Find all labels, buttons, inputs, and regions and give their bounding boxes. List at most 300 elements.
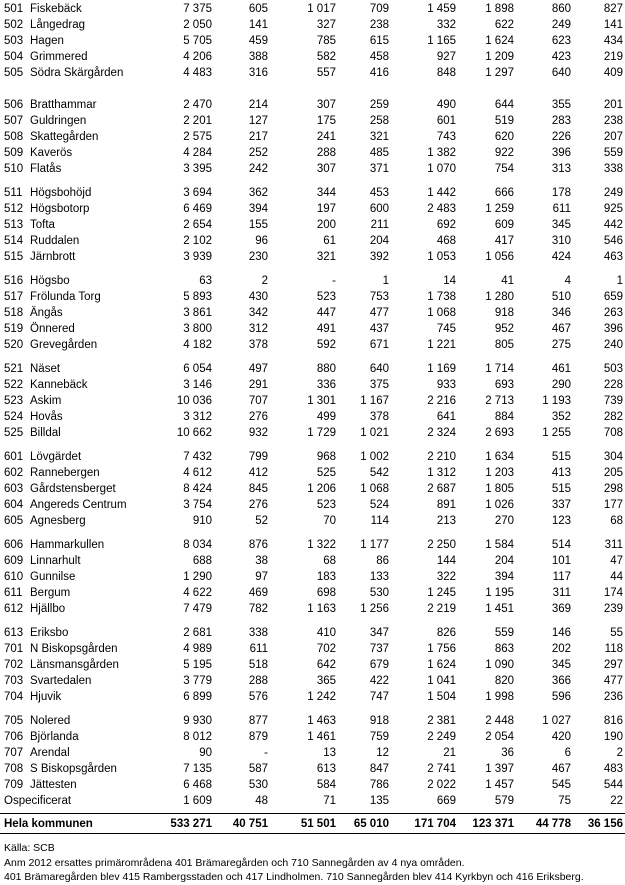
table-cell: 183: [316, 571, 336, 583]
table-cell: 519: [494, 115, 514, 127]
table-cell: 1 457: [485, 779, 514, 791]
table-cell: 174: [603, 587, 623, 599]
area-code: 707: [4, 747, 24, 759]
table-cell: 1 738: [427, 291, 456, 303]
table-cell: 316: [248, 67, 268, 79]
table-row: [0, 305, 625, 321]
area-code: 513: [4, 219, 24, 231]
table-cell: 321: [369, 131, 389, 143]
table-cell: 4 622: [183, 587, 212, 599]
total-row: [0, 816, 625, 832]
area-name: Billdal: [30, 427, 61, 439]
table-cell: 698: [316, 587, 336, 599]
area-name: Grevegården: [30, 339, 98, 351]
area-name: Näset: [30, 363, 61, 375]
table-row: [0, 113, 625, 129]
table-cell: 745: [436, 323, 456, 335]
table-cell: 816: [603, 715, 623, 727]
table-cell: 236: [603, 691, 623, 703]
area-code: 706: [4, 731, 24, 743]
table-cell: 117: [552, 571, 571, 583]
table-cell: 2 681: [183, 627, 212, 639]
area-name: Skattegården: [30, 131, 99, 143]
table-cell: 600: [369, 203, 389, 215]
table-cell: 1 195: [485, 587, 514, 599]
total-cell: 65 010: [353, 818, 389, 830]
area-code: 602: [4, 467, 24, 479]
table-cell: 559: [603, 147, 623, 159]
area-name: Gunnilse: [30, 571, 76, 583]
table-row: [0, 465, 625, 481]
table-cell: 1 301: [307, 395, 336, 407]
table-cell: 346: [551, 307, 571, 319]
table-cell: 2 381: [427, 715, 456, 727]
table-cell: 1 002: [360, 451, 389, 463]
table-cell: 514: [551, 539, 571, 551]
unspecified-label: Ospecificerat: [4, 795, 72, 807]
table-cell: 1 203: [485, 467, 514, 479]
table-cell: 336: [316, 379, 336, 391]
table-cell: 786: [369, 779, 389, 791]
area-name: Angereds Centrum: [30, 499, 127, 511]
table-row: [0, 273, 625, 289]
table-cell: 709: [369, 3, 389, 15]
table-cell: 877: [248, 715, 268, 727]
area-code: 501: [4, 3, 24, 15]
table-cell: 545: [551, 779, 571, 791]
table-cell: 799: [248, 451, 268, 463]
total-cell: 51 501: [300, 818, 336, 830]
area-code: 507: [4, 115, 24, 127]
area-code: 503: [4, 35, 24, 47]
table-cell: 312: [248, 323, 268, 335]
table-cell: 623: [551, 35, 571, 47]
table-cell: 337: [551, 499, 571, 511]
table-cell: 546: [603, 235, 623, 247]
table-row: [0, 425, 625, 441]
table-cell: 338: [603, 163, 623, 175]
area-name: Önnered: [30, 323, 75, 335]
area-code: 511: [4, 187, 23, 199]
table-cell: 123: [551, 515, 571, 527]
table-cell: 205: [603, 467, 623, 479]
table-cell: 190: [603, 731, 623, 743]
table-cell: 559: [494, 627, 514, 639]
table-cell: 298: [603, 483, 623, 495]
table-row: [0, 201, 625, 217]
area-name: Gårdstensberget: [30, 483, 116, 495]
table-cell: 249: [603, 187, 623, 199]
table-cell: 468: [436, 235, 456, 247]
table-cell: 922: [494, 147, 514, 159]
table-cell: 297: [603, 659, 623, 671]
table-cell: 228: [603, 379, 623, 391]
table-cell: 671: [369, 339, 389, 351]
table-cell: 204: [494, 555, 514, 567]
table-row: [0, 217, 625, 233]
table-cell: 258: [369, 115, 389, 127]
table-cell: 304: [603, 451, 623, 463]
table-cell: 344: [316, 187, 336, 199]
total-cell: 171 704: [414, 818, 456, 830]
table-cell: 68: [323, 555, 336, 567]
source-note: Källa: SCB: [4, 842, 55, 854]
total-cell: 36 156: [587, 818, 623, 830]
table-cell: 252: [248, 147, 268, 159]
table-cell: 1 206: [307, 483, 336, 495]
table-cell: 1 322: [307, 539, 336, 551]
table-cell: 2 483: [427, 203, 456, 215]
table-cell: 9 930: [183, 715, 212, 727]
area-code: 509: [4, 147, 24, 159]
table-cell: 1 259: [485, 203, 514, 215]
area-code: 505: [4, 67, 24, 79]
area-name: Högsbotorp: [30, 203, 90, 215]
table-cell: 4 612: [183, 467, 212, 479]
table-cell: 41: [501, 275, 514, 287]
table-cell: 369: [551, 603, 571, 615]
table-cell: 13: [323, 747, 336, 759]
table-cell: 1 221: [427, 339, 456, 351]
table-cell: 155: [248, 219, 268, 231]
table-cell: 1 584: [485, 539, 514, 551]
table-cell: 530: [248, 779, 268, 791]
table-cell: 848: [436, 67, 456, 79]
table-cell: 1 255: [542, 427, 571, 439]
table-cell: 47: [610, 555, 623, 567]
table-cell: 2 470: [183, 99, 212, 111]
table-row: [0, 553, 625, 569]
table-row: [0, 569, 625, 585]
table-cell: 860: [551, 3, 571, 15]
table-cell: 144: [436, 555, 456, 567]
table-cell: 524: [369, 499, 389, 511]
total-cell: 44 778: [535, 818, 571, 830]
total-underline: [0, 833, 625, 834]
table-cell: 1 459: [427, 3, 456, 15]
table-cell: 2 324: [427, 427, 456, 439]
table-cell: 615: [369, 35, 389, 47]
table-cell: 753: [369, 291, 389, 303]
table-cell: 424: [551, 251, 571, 263]
table-row: [0, 673, 625, 689]
footnote-line-1: Anm 2012 ersattes primärområdena 401 Brämaregården och 710 Sannegården av 4 nya områden.: [4, 857, 465, 869]
table-cell: 659: [603, 291, 623, 303]
table-cell: 1 634: [485, 451, 514, 463]
table-cell: 63: [199, 275, 212, 287]
area-code: 506: [4, 99, 24, 111]
table-cell: -: [264, 747, 268, 759]
table-cell: 584: [316, 779, 336, 791]
table-cell: 392: [369, 251, 389, 263]
area-name: Högsbohöjd: [30, 187, 92, 199]
table-cell: 371: [369, 163, 389, 175]
table-cell: 141: [603, 19, 623, 31]
table-cell: 820: [494, 675, 514, 687]
table-cell: 175: [316, 115, 336, 127]
table-cell: 238: [369, 19, 389, 31]
table-cell: 503: [603, 363, 623, 375]
area-code: 703: [4, 675, 24, 687]
table-cell: 4 206: [183, 51, 212, 63]
table-cell: 5 195: [183, 659, 212, 671]
table-cell: 52: [255, 515, 268, 527]
area-name: Frölunda Torg: [30, 291, 101, 303]
total-cell: 40 751: [232, 818, 268, 830]
table-cell: 7 135: [183, 763, 212, 775]
table-cell: 307: [316, 99, 336, 111]
table-cell: 413: [551, 467, 571, 479]
area-code: 512: [4, 203, 24, 215]
table-cell: 1 017: [307, 3, 336, 15]
table-cell: 669: [436, 795, 456, 807]
table-cell: 422: [369, 675, 389, 687]
table-row: [0, 745, 625, 761]
table-cell: 613: [316, 763, 336, 775]
area-code: 613: [4, 627, 24, 639]
table-cell: 679: [369, 659, 389, 671]
table-cell: 396: [551, 147, 571, 159]
table-cell: 430: [248, 291, 268, 303]
table-cell: 611: [249, 643, 268, 655]
area-name: Hagen: [30, 35, 64, 47]
table-cell: 1 463: [307, 715, 336, 727]
table-cell: 525: [316, 467, 336, 479]
area-name: Kaverös: [30, 147, 73, 159]
table-cell: 2: [261, 275, 268, 287]
table-cell: 311: [552, 587, 571, 599]
table-row: [0, 777, 625, 793]
table-row: [0, 17, 625, 33]
area-code: 516: [4, 275, 24, 287]
table-cell: 275: [551, 339, 571, 351]
table-cell: 416: [369, 67, 389, 79]
table-row: [0, 289, 625, 305]
table-cell: 3 754: [183, 499, 212, 511]
table-row: [0, 497, 625, 513]
area-name: Arendal: [30, 747, 70, 759]
table-cell: 6 468: [183, 779, 212, 791]
table-cell: 352: [551, 411, 571, 423]
table-cell: 1 297: [485, 67, 514, 79]
table-row: [0, 65, 625, 81]
table-cell: 321: [316, 251, 336, 263]
area-name: Björlanda: [30, 731, 79, 743]
table-row: [0, 657, 625, 673]
area-name: Fiskebäck: [30, 3, 82, 15]
table-cell: 101: [551, 555, 571, 567]
table-cell: 22: [610, 795, 623, 807]
table-cell: 127: [248, 115, 268, 127]
table-cell: 1 021: [360, 427, 389, 439]
table-cell: 483: [603, 763, 623, 775]
table-row: [0, 761, 625, 777]
table-cell: 1 167: [360, 395, 389, 407]
table-cell: 891: [436, 499, 456, 511]
table-cell: 4 182: [183, 339, 212, 351]
table-cell: 5 705: [183, 35, 212, 47]
table-cell: 288: [248, 675, 268, 687]
table-cell: 12: [376, 747, 389, 759]
table-cell: 579: [494, 795, 514, 807]
table-cell: 918: [369, 715, 389, 727]
table-cell: 178: [551, 187, 571, 199]
area-code: 603: [4, 483, 24, 495]
table-cell: 640: [551, 67, 571, 79]
table-cell: 366: [551, 675, 571, 687]
table-cell: 863: [494, 643, 514, 655]
table-cell: 642: [316, 659, 336, 671]
table-cell: 491: [316, 323, 336, 335]
table-cell: 238: [603, 115, 623, 127]
table-cell: 1 027: [542, 715, 571, 727]
table-cell: 396: [603, 323, 623, 335]
table-cell: 75: [558, 795, 571, 807]
table-cell: 4 483: [183, 67, 212, 79]
table-cell: 2 249: [427, 731, 456, 743]
table-cell: 880: [316, 363, 336, 375]
table-cell: 375: [369, 379, 389, 391]
table-cell: 118: [604, 643, 623, 655]
table-cell: 7 375: [183, 3, 212, 15]
table-cell: 1 624: [485, 35, 514, 47]
table-row: [0, 249, 625, 265]
table-cell: 1 504: [427, 691, 456, 703]
table-cell: 388: [248, 51, 268, 63]
table-cell: 2 687: [427, 483, 456, 495]
table-cell: 141: [248, 19, 268, 31]
table-cell: 620: [494, 131, 514, 143]
table-cell: 133: [369, 571, 389, 583]
table-cell: 467: [551, 763, 571, 775]
table-cell: 6 469: [183, 203, 212, 215]
table-cell: 932: [248, 427, 268, 439]
table-row: [0, 1, 625, 17]
table-cell: 1 461: [307, 731, 336, 743]
table-cell: 754: [494, 163, 514, 175]
table-cell: 2 575: [183, 131, 212, 143]
table-row: [0, 689, 625, 705]
table-cell: 2 654: [183, 219, 212, 231]
table-cell: 1 442: [427, 187, 456, 199]
table-cell: 36: [501, 747, 514, 759]
table-cell: 592: [316, 339, 336, 351]
area-code: 520: [4, 339, 24, 351]
table-cell: 442: [603, 219, 623, 231]
table-cell: 38: [255, 555, 268, 567]
table-cell: 4 284: [183, 147, 212, 159]
table-cell: 2 713: [485, 395, 514, 407]
table-cell: 692: [436, 219, 456, 231]
table-cell: 968: [316, 451, 336, 463]
table-cell: 307: [316, 163, 336, 175]
table-cell: 927: [436, 51, 456, 63]
table-cell: 2 022: [427, 779, 456, 791]
table-cell: 1 242: [307, 691, 336, 703]
area-code: 612: [4, 603, 24, 615]
table-cell: 21: [443, 747, 456, 759]
unspecified-row: [0, 793, 625, 809]
table-cell: 219: [603, 51, 623, 63]
table-row: [0, 233, 625, 249]
table-cell: 214: [248, 99, 268, 111]
table-row: [0, 449, 625, 465]
table-cell: 463: [603, 251, 623, 263]
table-cell: 270: [494, 515, 514, 527]
total-label: Hela kommunen: [4, 818, 93, 830]
table-cell: 70: [323, 515, 336, 527]
table-cell: 510: [551, 291, 571, 303]
area-code: 709: [4, 779, 24, 791]
table-cell: 469: [248, 587, 268, 599]
table-cell: 622: [494, 19, 514, 31]
table-cell: 2 054: [485, 731, 514, 743]
table-cell: 782: [248, 603, 268, 615]
table-cell: 1 280: [485, 291, 514, 303]
table-cell: 3 694: [183, 187, 212, 199]
table-cell: 1 609: [183, 795, 212, 807]
table-cell: 177: [603, 499, 623, 511]
table-cell: 259: [369, 99, 389, 111]
table-cell: 1 177: [360, 539, 389, 551]
table-cell: 826: [436, 627, 456, 639]
table-cell: 434: [603, 35, 623, 47]
area-code: 510: [4, 163, 24, 175]
area-name: Bergum: [30, 587, 71, 599]
table-cell: 378: [248, 339, 268, 351]
table-cell: 347: [369, 627, 389, 639]
table-cell: 96: [255, 235, 268, 247]
table-cell: 409: [603, 67, 623, 79]
table-cell: 276: [248, 499, 268, 511]
table-cell: 477: [369, 307, 389, 319]
table-cell: 785: [316, 35, 336, 47]
table-row: [0, 129, 625, 145]
table-cell: 2 201: [183, 115, 212, 127]
table-cell: 876: [248, 539, 268, 551]
table-cell: 3 146: [183, 379, 212, 391]
table-cell: 291: [248, 379, 268, 391]
table-cell: 2 050: [183, 19, 212, 31]
table-cell: 5 893: [183, 291, 212, 303]
table-cell: 97: [255, 571, 268, 583]
table-cell: 44: [610, 571, 623, 583]
area-name: Jättesten: [30, 779, 77, 791]
table-cell: 845: [248, 483, 268, 495]
area-code: 515: [4, 251, 24, 263]
table-cell: 114: [370, 515, 389, 527]
table-cell: 1 056: [485, 251, 514, 263]
table-cell: 410: [316, 627, 336, 639]
area-code: 701: [4, 643, 24, 655]
area-name: Eriksbo: [30, 627, 69, 639]
area-name: Askim: [30, 395, 62, 407]
area-name: Svartedalen: [30, 675, 92, 687]
area-name: Södra Skärgården: [30, 67, 124, 79]
table-cell: 640: [369, 363, 389, 375]
table-cell: 135: [369, 795, 389, 807]
area-code: 519: [4, 323, 24, 335]
area-name: Långedrag: [30, 19, 85, 31]
table-cell: 544: [603, 779, 623, 791]
table-cell: 3 939: [183, 251, 212, 263]
area-code: 609: [4, 555, 24, 567]
area-code: 605: [4, 515, 24, 527]
table-cell: 1 053: [427, 251, 456, 263]
table-cell: 1 068: [427, 307, 456, 319]
table-cell: 708: [603, 427, 623, 439]
table-cell: 90: [199, 747, 212, 759]
